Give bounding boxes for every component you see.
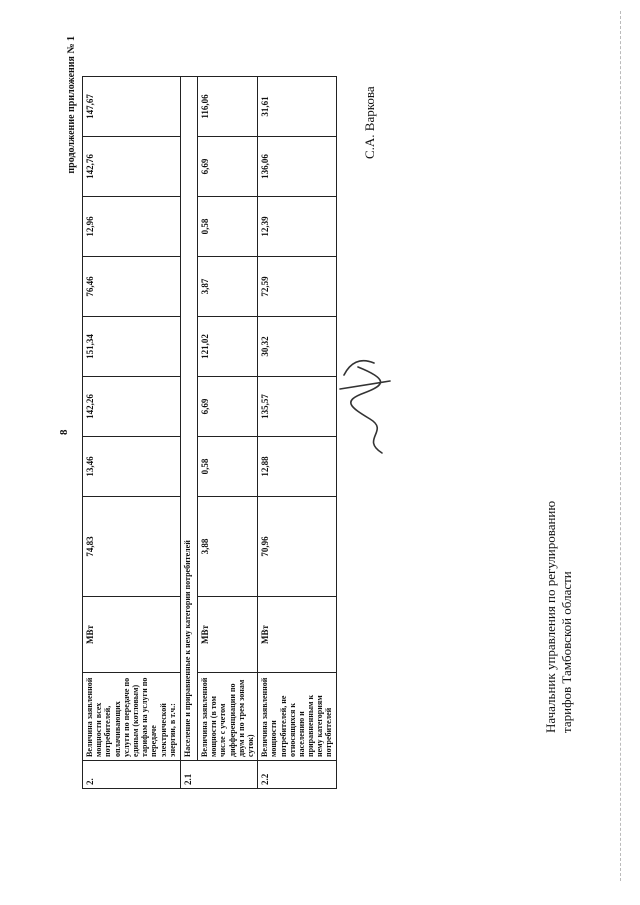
cell-value: 76,46 [83, 257, 181, 317]
handwritten-signature [330, 349, 402, 459]
cell-value: 121,02 [198, 317, 258, 377]
table-row [83, 77, 181, 789]
cell-value: 3,88 [198, 497, 258, 597]
cell-value: 0,58 [198, 437, 258, 497]
table-row [258, 77, 337, 789]
cell-value: 0,58 [198, 197, 258, 257]
cell-value: 135,57 [258, 377, 337, 437]
cell-value: 116,06 [198, 77, 258, 137]
cell-value: 30,32 [258, 317, 337, 377]
row-name: Величина заявленной мощности всех потребителей, оплачивающих услуги по передаче по единым (котловым) тарифам на услуги по передаче электрической энергии, в т.ч.: [83, 673, 181, 761]
page-number: 8 [58, 429, 70, 435]
row-number: 2. [83, 761, 181, 789]
signatory-title-line: Начальник управления по регулированию [543, 500, 558, 733]
cell-value: 31,61 [258, 77, 337, 137]
cell-value: 12,39 [258, 197, 337, 257]
cell-value: 6,69 [198, 377, 258, 437]
cell-value: 6,69 [198, 137, 258, 197]
cell-value: 3,87 [198, 257, 258, 317]
signatory-title [543, 373, 574, 733]
row-number: 2.1 [181, 761, 258, 789]
cell-value: 147,67 [83, 77, 181, 137]
table-row [181, 77, 198, 789]
cell-value: 151,34 [83, 317, 181, 377]
row-unit: МВт [83, 597, 181, 673]
cell-value: 12,96 [83, 197, 181, 257]
row-name: Величина заявленной мощности (в том числе с учетом дифференциации по двум и по трем зонам суток) [198, 673, 258, 761]
cell-value: 13,46 [83, 437, 181, 497]
row-unit: МВт [258, 597, 337, 673]
row-unit: МВт [198, 597, 258, 673]
row-number: 2.2 [258, 761, 337, 789]
tariff-table [82, 76, 337, 789]
appendix-note: продолжение приложения № 1 [66, 36, 77, 174]
cell-value: 142,26 [83, 377, 181, 437]
signatory-name: С.А. Варкова [362, 86, 377, 159]
scan-edge-divider [620, 11, 622, 881]
cell-value: 136,06 [258, 137, 337, 197]
cell-value: 72,59 [258, 257, 337, 317]
cell-value: 74,83 [83, 497, 181, 597]
signatory-title-line: тарифов Тамбовской области [558, 571, 574, 733]
cell-value: 142,76 [83, 137, 181, 197]
cell-value: 70,96 [258, 497, 337, 597]
cell-value: 12,88 [258, 437, 337, 497]
category-heading: Население и приравненные к нему категории потребителей [181, 77, 198, 761]
row-name: Величина заявленной мощности потребителей, не относящихся к населению и приравненным к нему категориям потребителей [258, 673, 337, 761]
table-row [198, 77, 258, 789]
